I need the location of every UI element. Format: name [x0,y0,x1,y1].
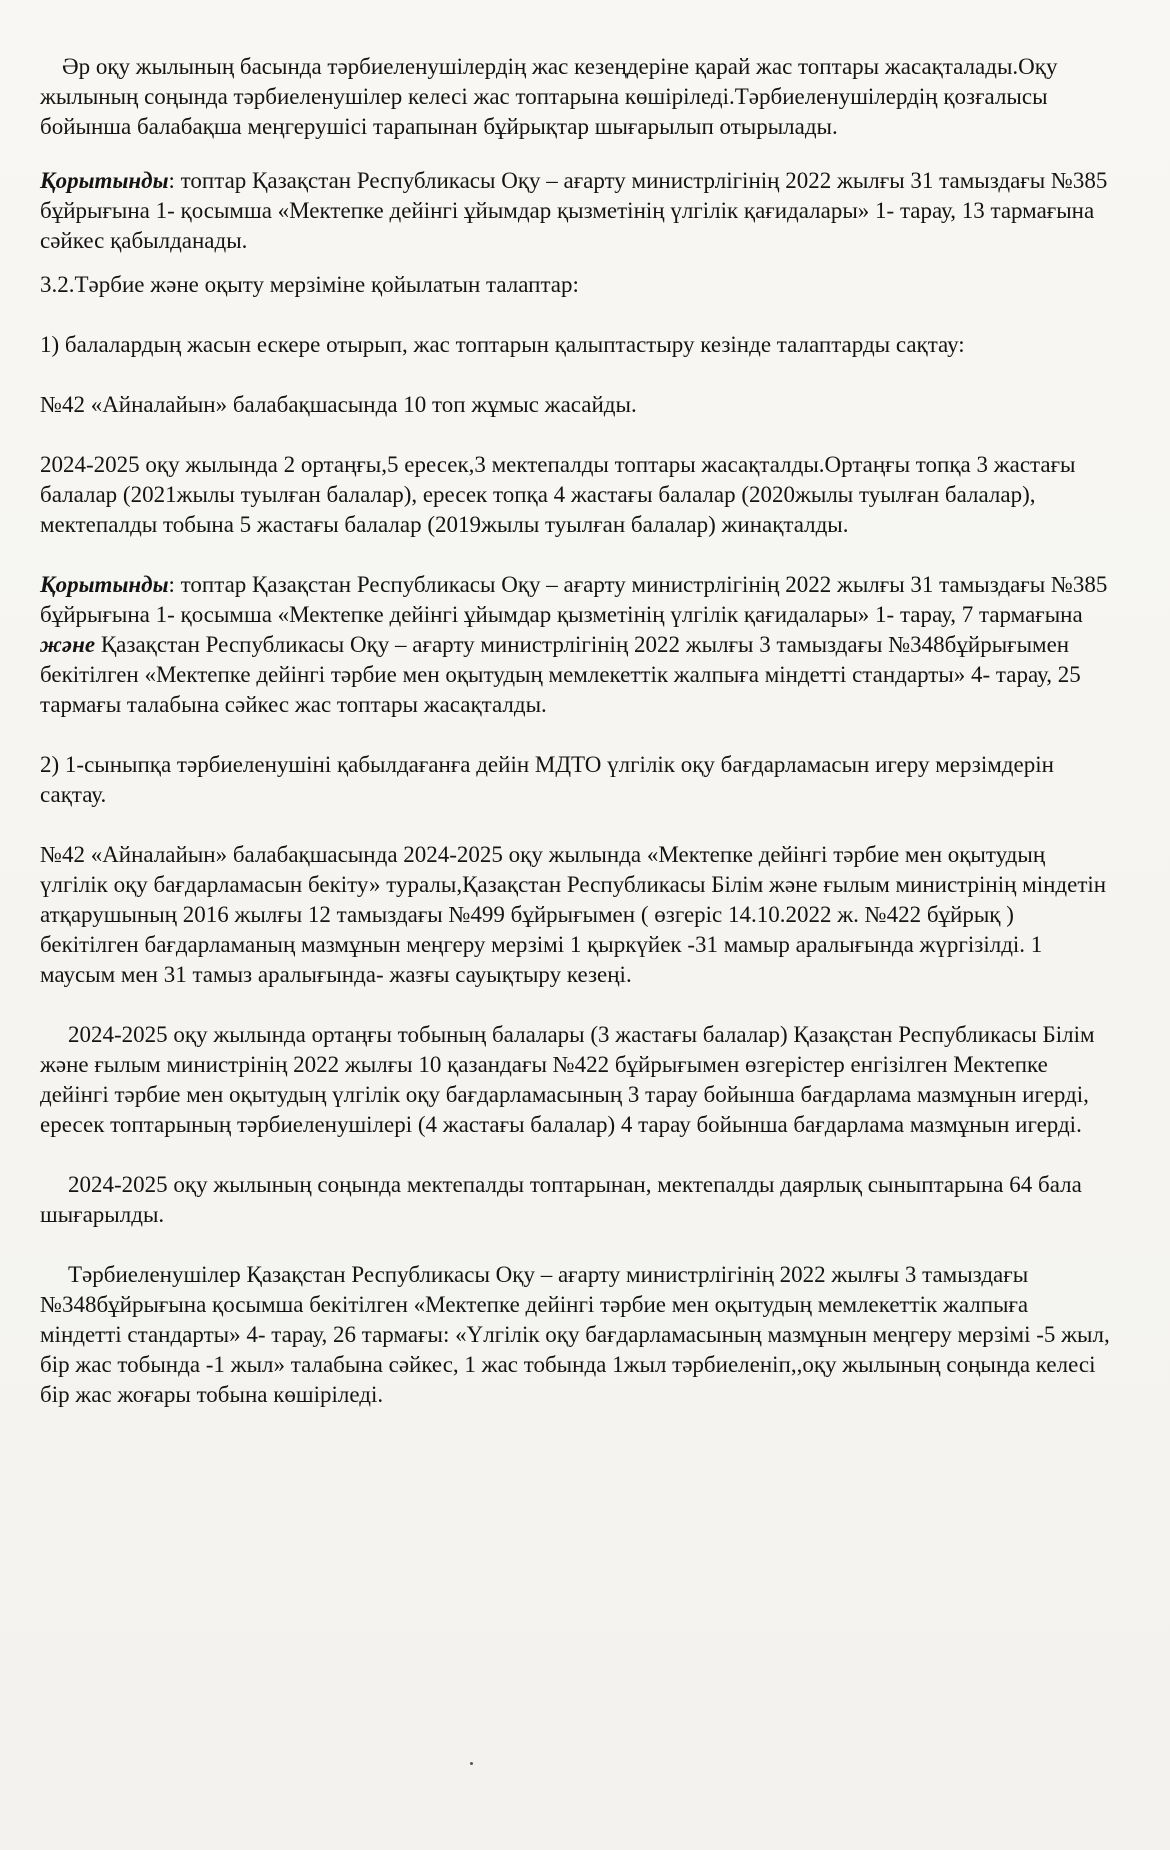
paragraph-conclusion-1 [40,166,1110,256]
paragraph-graduates: 2024-2025 оқу жылының соңында мектепалды топтарынан, мектепалды даярлық сыныптарына 64 бала шығарылды. [40,1172,1082,1227]
conclusion-label: Қорытынды [40,168,169,193]
paragraph-middle-group-program: 2024-2025 оқу жылында ортаңғы тобының балалары (3 жастағы балалар) Қазақстан Республикасы Білім және ғылым министрінің 2022 жылғы 10 қазандағы №422 бұйрығымен өзгерістер енгізілген Мектепке дейінгі тәрбие мен оқытудың үлгілік оқу бағдарламасының 3 тарау бойынша бағдарлама мазмұнын игерді, ересек топтарының тәрбиеленушілері (4 жастағы балалар) 4 тарау бойынша бағдарлама мазмұнын игерді. [40,1022,1095,1137]
paragraph-age-groups-intro: Әр оқу жылының басында тәрбиеленушілердің жас кезеңдеріне қарай жас топтары жасақталады.Оқу жылының соңында тәрбиеленушілер келесі жас топтарына көшіріледі.Тәрбиеленушілердің қозғалысы бойынша балабақша меңгерушісі тарапынан бұйрықтар шығарылып отырылады. [40,54,1058,139]
conclusion-2-text-part1: : топтар Қазақстан Республикасы Оқу – ағарту министрлігінің 2022 жылғы 31 тамыздағы №385 бұйрығына 1- қосымша «Мектепке дейінгі ұйымдар қызметінің үлгілік қағидалары» 1- тарау, 7 тармағына [40,572,1108,627]
ink-speck [470,1762,473,1765]
section-heading-3-2: 3.2.Тәрбие және оқыту мерзіміне қойылатын талаптар: [40,272,579,297]
conclusion-2-and: және [40,632,96,657]
conclusion-label: Қорытынды [40,572,169,597]
paragraph-requirement-1: 1) балалардың жасын ескере отырып, жас топтарын қалыптастыру кезінде талаптарды сақтау: [40,332,965,357]
conclusion-1-text: : топтар Қазақстан Республикасы Оқу – ағарту министрлігінің 2022 жылғы 31 тамыздағы №385 бұйрығына 1- қосымша «Мектепке дейінгі ұйымдар қызметінің үлгілік қағидалары» 1- тарау, 13 тармағына сәйкес қабылданады. [40,168,1108,253]
paragraph-group-count: №42 «Айналайын» балабақшасында 10 топ жұмыс жасайды. [40,392,637,417]
paragraph-conclusion-2 [40,570,1110,720]
paragraph-standard-transfer: Тәрбиеленушілер Қазақстан Республикасы Оқу – ағарту министрлігінің 2022 жылғы 3 тамыздағы №348бұйрығына қосымша бекітілген «Мектепке дейінгі тәрбие мен оқытудың мемлекеттік жалпыға міндетті стандарты» 4- тарау, 26 тармағы: «Үлгілік оқу бағдарламасының мазмұнын меңгеру мерзімі -5 жыл, бір жас тобында -1 жыл» талабына сәйкес, 1 жас тобында 1жыл тәрбиеленіп,,оқу жылының соңында келесі бір жас жоғары тобына көшіріледі. [40,1262,1110,1407]
paragraph-groups-2024-2025: 2024-2025 оқу жылында 2 ортаңғы,5 ересек,3 мектепалды топтары жасақталды.Ортаңғы топқа 3 жастағы балалар (2021жылы туылған балалар), ересек топқа 4 жастағы балалар (2020жылы туылған балалар), мектепалды тобына 5 жастағы балалар (2019жылы туылған балалар) жинақталды. [40,452,1076,537]
paragraph-requirement-2: 2) 1-сыныпқа тәрбиеленушіні қабылдағанға дейін МДТО үлгілік оқу бағдарламасын игеру мерзімдерін сақтау. [40,752,1054,807]
conclusion-2-text-part2: Қазақстан Республикасы Оқу – ағарту министрлігінің 2022 жылғы 3 тамыздағы №348бұйрығымен бекітілген «Мектепке дейінгі тәрбие мен оқытудың мемлекеттік жалпыға міндетті стандарты» 4- тарау, 25 тармағы талабына сәйкес жас топтары жасақталды. [40,632,1081,717]
paragraph-program-terms: №42 «Айналайын» балабақшасында 2024-2025 оқу жылында «Мектепке дейінгі тәрбие мен оқытудың үлгілік оқу бағдарламасын бекіту» туралы,Қазақстан Республикасы Білім және ғылым министрінің міндетін атқарушының 2016 жылғы 12 тамыздағы №499 бұйрығымен ( өзгеріс 14.10.2022 ж. №422 бұйрық ) бекітілген бағдарламаның мазмұнын меңгеру мерзімі 1 қыркүйек -31 мамыр аралығында жүргізілді. 1 маусым мен 31 тамыз аралығында- жазғы сауықтыру кезеңі. [40,842,1107,987]
